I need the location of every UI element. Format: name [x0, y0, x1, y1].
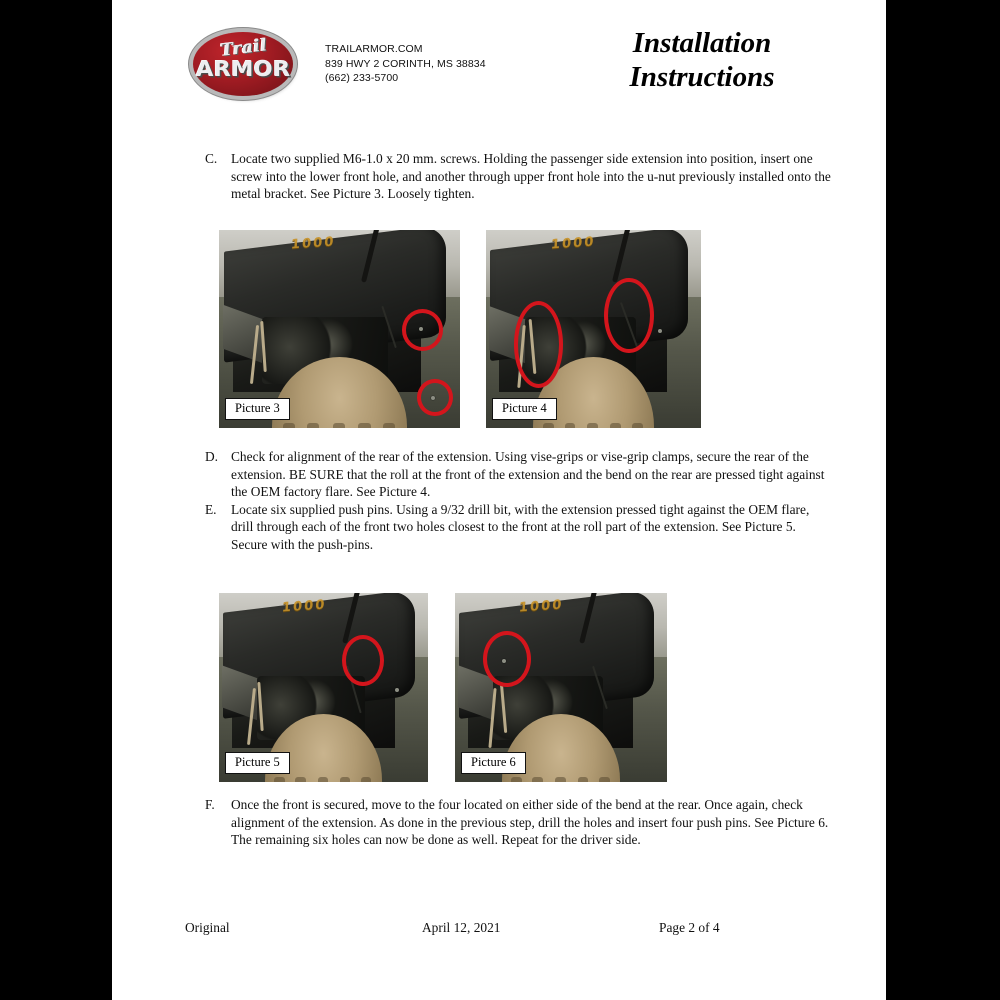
photo-tire-tread [340, 777, 351, 782]
document-page [112, 0, 886, 1000]
photo-tire-tread [383, 423, 395, 428]
photo-tire-tread [307, 423, 319, 428]
photo-tire-tread [587, 423, 598, 428]
photo-tire-tread [555, 777, 566, 782]
footer-date: April 12, 2021 [422, 920, 501, 935]
page-title [532, 26, 872, 94]
footer-revision: Original [185, 920, 230, 935]
instruction-step [112, 150, 886, 203]
logo-script-text: Trail [219, 35, 269, 61]
photo-tire-tread [511, 777, 522, 782]
step-text: Check for alignment of the rear of the extension. Using vise-grips or vise-grip clamps, secure the rear of the extension. BE SURE that the roll at the front of the extension and the bend on the rear are pressed tight against the OEM factory flare. See Picture 4. [231, 449, 825, 500]
picture-caption: Picture 6 [461, 752, 526, 774]
photo-tire-tread [333, 423, 345, 428]
photo-tire-tread [565, 423, 576, 428]
instruction-step [112, 796, 886, 849]
step-letter: D. [205, 449, 219, 464]
picture-caption: Picture 5 [225, 752, 290, 774]
photo-tire-tread [610, 423, 621, 428]
photo-tire-tread [578, 777, 589, 782]
photo-model-badge: 1000 [290, 234, 337, 253]
company-phone: (662) 233-5700 [325, 72, 399, 84]
step-letter: E. [205, 501, 217, 517]
photo-picture-4 [486, 230, 701, 428]
photo-picture-5 [219, 593, 428, 782]
company-address: 839 HWY 2 CORINTH, MS 38834 [325, 57, 486, 70]
annotation-circle [604, 278, 653, 353]
step-block-de [112, 448, 886, 554]
company-website: TRAILARMOR.COM [325, 43, 423, 55]
photo-row-bottom [112, 593, 886, 783]
photo-drill-hole [395, 688, 399, 692]
step-block-f [112, 796, 886, 849]
logo-block-text: ARMOR [195, 57, 291, 81]
document-footer [112, 920, 886, 948]
annotation-circle [402, 309, 443, 351]
photo-drill-hole [658, 329, 662, 333]
annotation-circle [417, 379, 453, 417]
photo-tire-tread [295, 777, 306, 782]
photo-tire-tread [543, 423, 554, 428]
photo-tire-tread [358, 423, 370, 428]
page-title-line-1: Installation [632, 27, 772, 59]
photo-tire-tread [318, 777, 329, 782]
photo-row-top [112, 230, 886, 430]
step-text: Locate two supplied M6-1.0 x 20 mm. screws. Holding the passenger side extension into position, insert one screw into the lower front hole, and another through upper front hole into the u-nut previously installed onto the metal bracket. See Picture 3. Loosely tighten. [231, 151, 831, 202]
instruction-step [112, 501, 886, 554]
company-contact-info [325, 42, 486, 86]
photo-tire-tread [632, 423, 643, 428]
page-title-line-2: Instructions [629, 61, 775, 93]
step-letter: C. [205, 151, 218, 166]
photo-tire-tread [361, 777, 372, 782]
instruction-step [112, 448, 886, 501]
picture-caption: Picture 3 [225, 398, 290, 420]
photo-model-badge: 1000 [517, 597, 564, 616]
step-text: Locate six supplied push pins. Using a 9/32 drill bit, with the extension pressed tight against the OEM flare, drill through each of the front two holes closest to the front at the roll part of the extension. See Picture 5. Secure with the push-pins. [231, 501, 810, 552]
photo-picture-3 [219, 230, 460, 428]
photo-tire-tread [283, 423, 295, 428]
trail-armor-logo [189, 28, 299, 102]
step-letter: F. [205, 797, 215, 812]
step-text: Once the front is secured, move to the four located on either side of the bend at the rear. Once again, check alignment of the extension. As done in the previous step, drill the holes and insert four push pins. See Picture 6. The remaining six holes can now be done as well. Repeat for the driver side. [231, 797, 829, 848]
footer-page-number: Page 2 of 4 [659, 920, 720, 935]
photo-model-badge: 1000 [549, 234, 596, 253]
photo-tire-tread [274, 777, 285, 782]
photo-tire-tread [599, 777, 610, 782]
photo-tire-tread [532, 777, 543, 782]
step-block-c [112, 150, 886, 203]
annotation-circle [342, 635, 384, 686]
document-header [112, 0, 886, 120]
photo-picture-6 [455, 593, 667, 782]
photo-model-badge: 1000 [280, 597, 327, 616]
picture-caption: Picture 4 [492, 398, 557, 420]
